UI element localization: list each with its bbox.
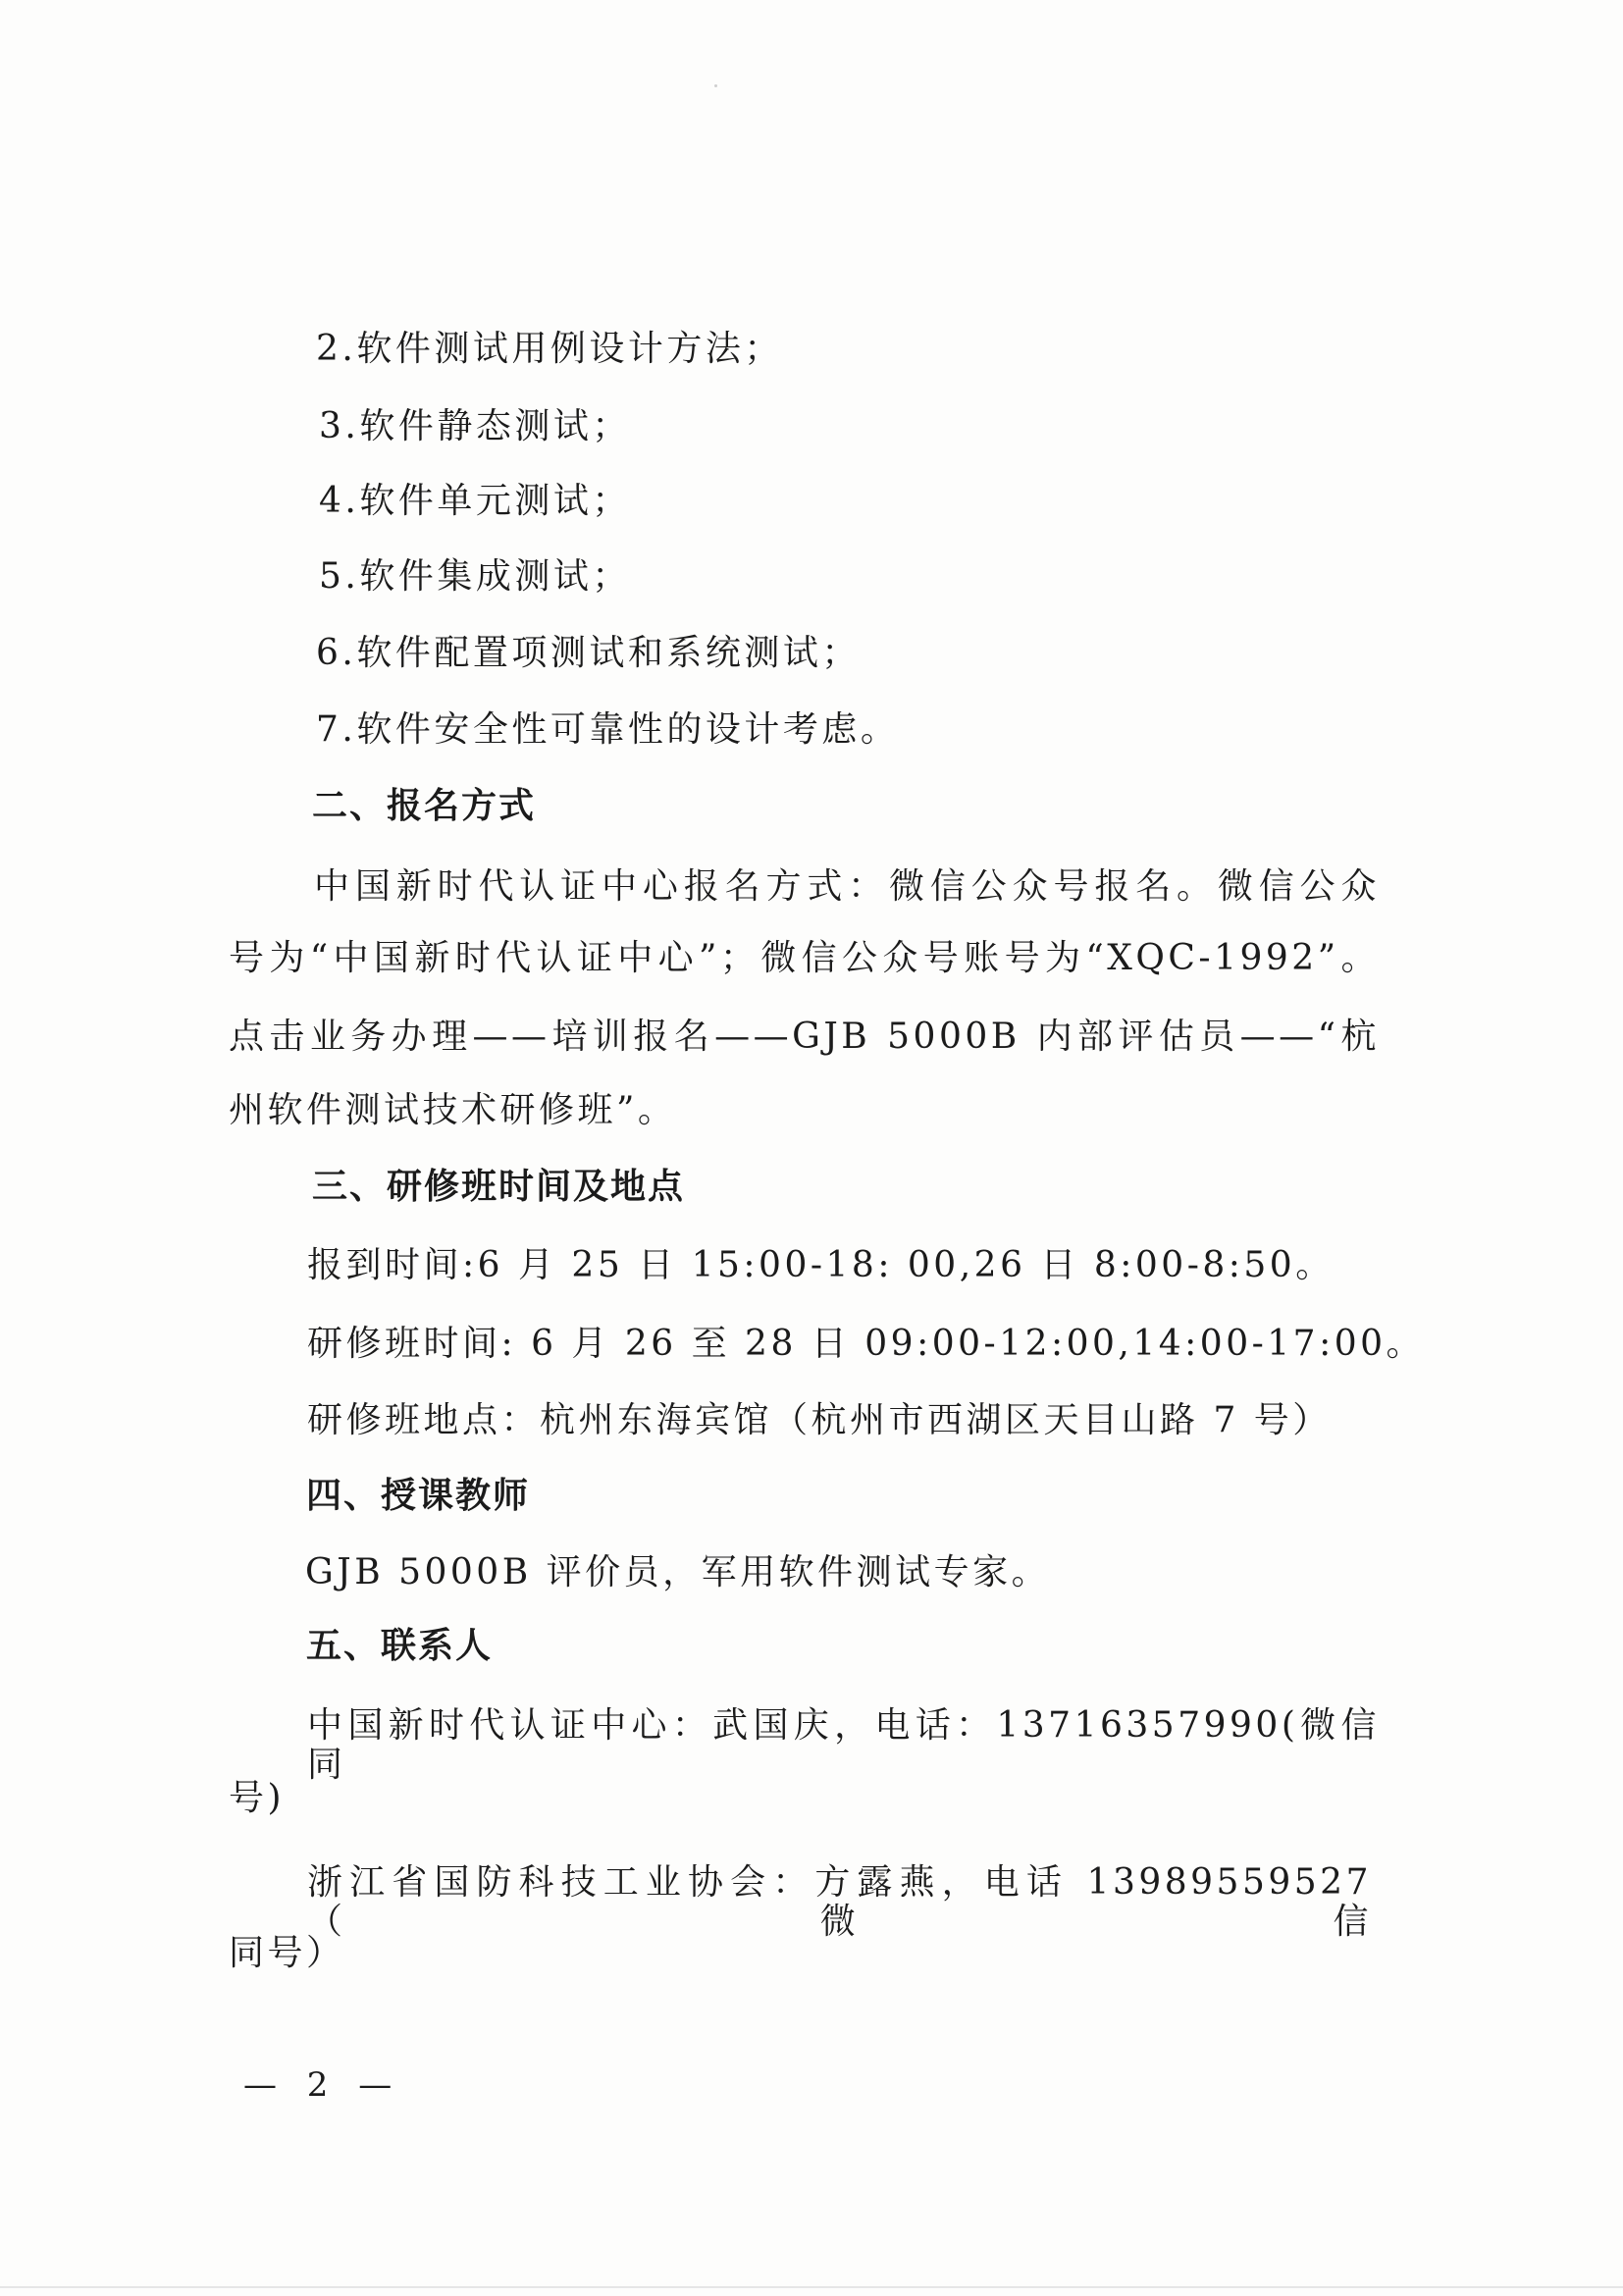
scan-speck — [714, 84, 717, 87]
section-heading-schedule: 三、研修班时间及地点 — [312, 1167, 686, 1207]
scan-edge-line — [0, 2286, 1623, 2288]
contact-line: 号) — [229, 1778, 286, 1818]
list-item: 3.软件静态测试； — [319, 406, 631, 446]
list-item: 6.软件配置项测试和系统测试； — [316, 633, 861, 673]
instructors-text: GJB 5000B 评价员，军用软件测试专家。 — [305, 1552, 1051, 1592]
section-heading-contacts: 五、联系人 — [306, 1626, 494, 1666]
contact-line: 同号） — [229, 1933, 345, 1973]
list-item: 7.软件安全性可靠性的设计考虑。 — [316, 709, 900, 750]
contact-line: 中国新时代认证中心：武国庆，电话：13716357990(微信同 — [307, 1705, 1380, 1785]
list-item: 2.软件测试用例设计方法； — [316, 329, 783, 369]
venue: 研修班地点：杭州东海宾馆（杭州市西湖区天目山路 7 号） — [307, 1400, 1332, 1440]
page-number: — 2 — — [243, 2065, 402, 2105]
checkin-time: 报到时间:6 月 25 日 15:00-18: 00,26 日 8:00-8:50。 — [307, 1245, 1335, 1285]
paragraph-line: 点击业务办理——培训报名——GJB 5000B 内部评估员——“杭 — [229, 1017, 1380, 1057]
paragraph-line: 州软件测试技术研修班”。 — [229, 1090, 677, 1130]
class-time: 研修班时间: 6 月 26 至 28 日 09:00-12:00,14:00-17:00。 — [307, 1324, 1426, 1364]
section-heading-instructors: 四、授课教师 — [306, 1476, 531, 1516]
list-item: 4.软件单元测试； — [319, 481, 631, 521]
contact-line: 浙江省国防科技工业协会：方露燕，电话 13989559527（微信 — [307, 1862, 1372, 1942]
paragraph-line: 号为“中国新时代认证中心”；微信公众号账号为“XQC-1992”。 — [229, 938, 1380, 978]
paragraph-line: 中国新时代认证中心报名方式：微信公众号报名。微信公众 — [314, 866, 1380, 907]
list-item: 5.软件集成测试； — [319, 556, 631, 597]
section-heading-registration: 二、报名方式 — [312, 786, 537, 826]
